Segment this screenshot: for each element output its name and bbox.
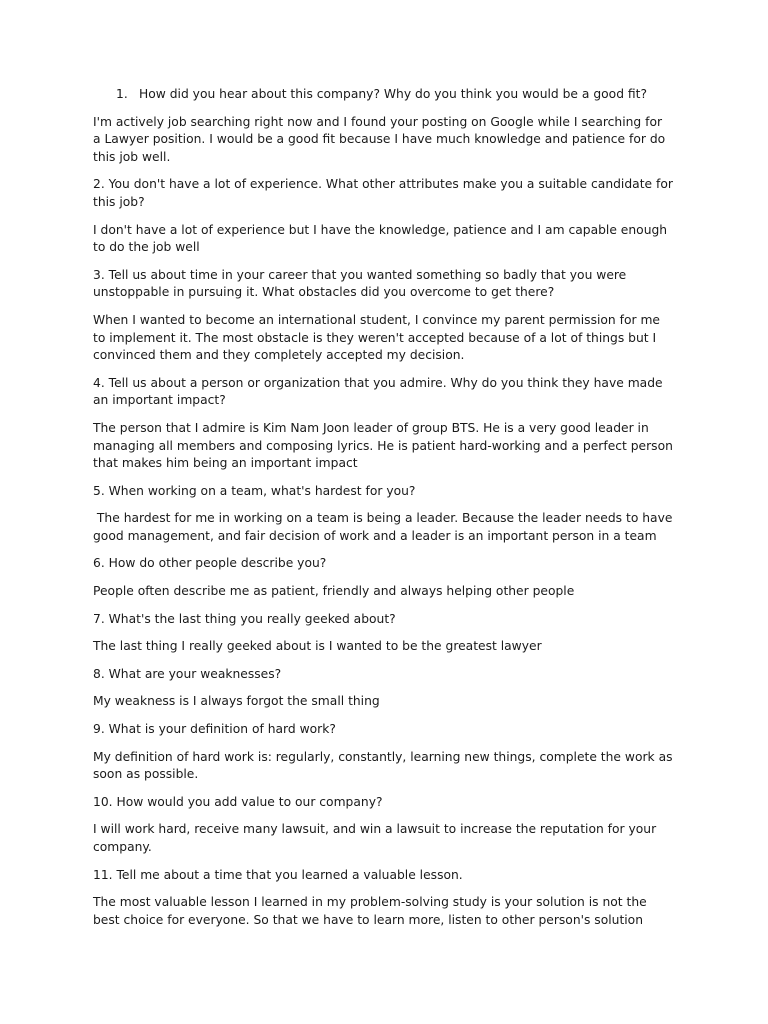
answer-3: When I wanted to become an international student, I convince my parent permission for me to implement it. The most obstacle is they weren't accepted because of a lot of things but I convinced them and they completely accepted my decision. <box>93 312 664 363</box>
question-1 <box>93 86 673 104</box>
answer-11: The most valuable lesson I learned in my problem-solving study is your solution is not the best choice for everyone. So that we have to learn more, listen to other person's solution <box>93 895 651 927</box>
question-11: 11. Tell me about a time that you learned a valuable lesson. <box>93 867 463 882</box>
answer-5: The hardest for me in working on a team is being a leader. Because the leader needs to have good management, and fair decision of work and a leader is an important person in a team <box>93 511 677 543</box>
answer-7: The last thing I really geeked about is I wanted to be the greatest lawyer <box>93 639 542 654</box>
question-7: 7. What's the last thing you really geeked about? <box>93 611 396 626</box>
answer-4: The person that I admire is Kim Nam Joon leader of group BTS. He is a very good leader in managing all members and composing lyrics. He is patient hard-working and a perfect person that makes him being an important impact <box>93 420 677 471</box>
question-3: 3. Tell us about time in your career that you wanted something so badly that you were unstoppable in pursuing it. What obstacles did you overcome to get there? <box>93 267 631 300</box>
answer-10: I will work hard, receive many lawsuit, and win a lawsuit to increase the reputation for your company. <box>93 822 661 854</box>
question-8: 8. What are your weaknesses? <box>93 666 282 681</box>
question-2: 2. You don't have a lot of experience. What other attributes make you a suitable candidate for this job? <box>93 177 677 209</box>
question-5: 5. When working on a team, what's hardest for you? <box>93 483 416 498</box>
question-1-number: 1. <box>116 87 128 101</box>
answer-2: I don't have a lot of experience but I have the knowledge, patience and I am capable enough to do the job well <box>93 222 672 255</box>
answer-9: My definition of hard work is: regularly, constantly, learning new things, complete the work as soon as possible. <box>93 749 677 782</box>
question-1-text: How did you hear about this company? Why do you think you would be a good fit? <box>139 87 648 101</box>
answer-8: My weakness is I always forgot the small thing <box>93 694 380 709</box>
answer-6: People often describe me as patient, friendly and always helping other people <box>93 584 575 599</box>
question-10: 10. How would you add value to our company? <box>93 794 383 809</box>
answer-1: I'm actively job searching right now and I found your posting on Google while I searching for a Lawyer position. I would be a good fit because I have much knowledge and patience for do this job well. <box>93 114 670 164</box>
question-4: 4. Tell us about a person or organization that you admire. Why do you think they have made an important impact? <box>93 375 667 408</box>
document-page <box>93 86 677 939</box>
question-9: 9. What is your definition of hard work? <box>93 722 336 737</box>
question-6: 6. How do other people describe you? <box>93 556 327 571</box>
